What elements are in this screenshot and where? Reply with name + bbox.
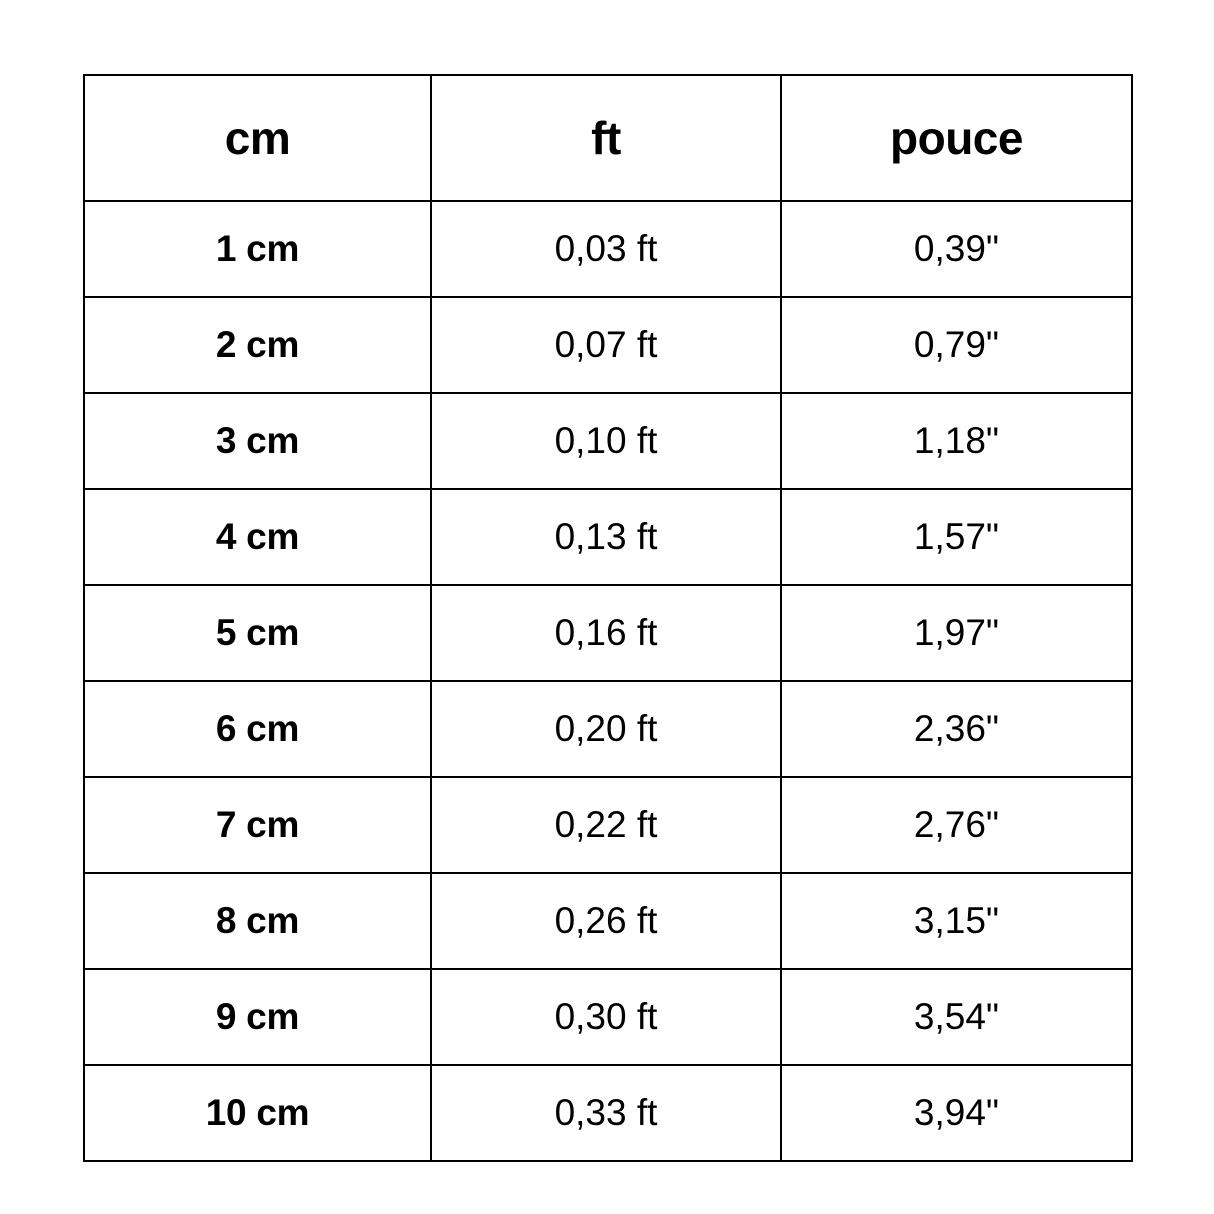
cell-ft: 0,16 ft <box>431 585 781 681</box>
cell-cm: 5 cm <box>84 585 431 681</box>
table-row <box>84 393 1132 489</box>
cell-ft: 0,33 ft <box>431 1065 781 1161</box>
cell-pouce: 3,54" <box>781 969 1132 1065</box>
column-header-cm: cm <box>84 75 431 201</box>
cell-pouce: 1,18" <box>781 393 1132 489</box>
cell-pouce: 0,39" <box>781 201 1132 297</box>
cell-cm: 3 cm <box>84 393 431 489</box>
column-header-pouce: pouce <box>781 75 1132 201</box>
cell-cm: 6 cm <box>84 681 431 777</box>
cell-cm: 10 cm <box>84 1065 431 1161</box>
table-row <box>84 681 1132 777</box>
cell-pouce: 0,79" <box>781 297 1132 393</box>
cell-cm: 2 cm <box>84 297 431 393</box>
cell-pouce: 1,97" <box>781 585 1132 681</box>
conversion-table <box>83 74 1133 1162</box>
table-header-row <box>84 75 1132 201</box>
cell-pouce: 2,36" <box>781 681 1132 777</box>
cell-ft: 0,26 ft <box>431 873 781 969</box>
table-row <box>84 1065 1132 1161</box>
cell-ft: 0,20 ft <box>431 681 781 777</box>
cell-ft: 0,10 ft <box>431 393 781 489</box>
table-row <box>84 777 1132 873</box>
table-header <box>84 75 1132 201</box>
cell-cm: 1 cm <box>84 201 431 297</box>
column-header-ft: ft <box>431 75 781 201</box>
cell-cm: 9 cm <box>84 969 431 1065</box>
cell-ft: 0,07 ft <box>431 297 781 393</box>
cell-pouce: 3,15" <box>781 873 1132 969</box>
cell-ft: 0,03 ft <box>431 201 781 297</box>
conversion-table-container <box>83 74 1131 1142</box>
table-row <box>84 585 1132 681</box>
cell-ft: 0,30 ft <box>431 969 781 1065</box>
cell-cm: 4 cm <box>84 489 431 585</box>
cell-cm: 7 cm <box>84 777 431 873</box>
table-row <box>84 201 1132 297</box>
table-body <box>84 201 1132 1161</box>
cell-ft: 0,22 ft <box>431 777 781 873</box>
cell-pouce: 3,94" <box>781 1065 1132 1161</box>
cell-ft: 0,13 ft <box>431 489 781 585</box>
table-row <box>84 489 1132 585</box>
cell-pouce: 1,57" <box>781 489 1132 585</box>
cell-cm: 8 cm <box>84 873 431 969</box>
table-row <box>84 969 1132 1065</box>
cell-pouce: 2,76" <box>781 777 1132 873</box>
table-row <box>84 297 1132 393</box>
table-row <box>84 873 1132 969</box>
